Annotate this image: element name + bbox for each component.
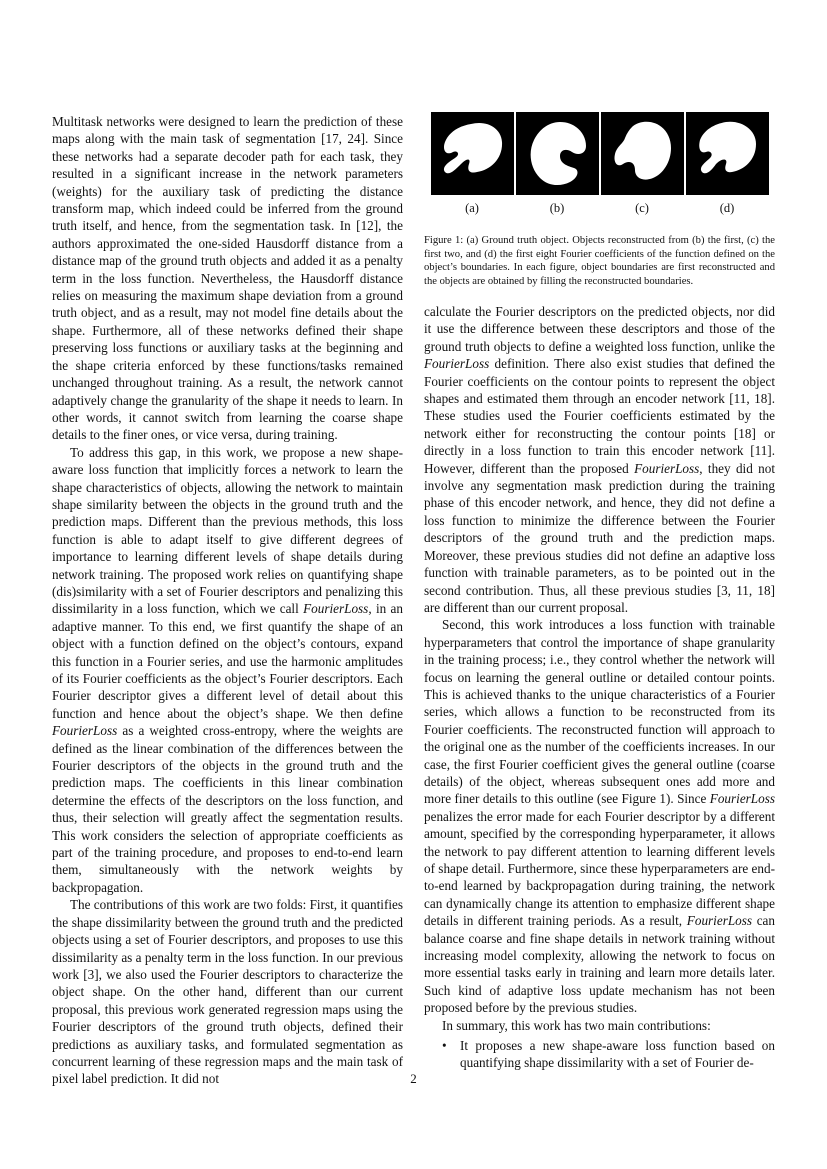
paragraph: In summary, this work has two main contributions: xyxy=(442,1017,711,1033)
text-run: penalizes the error made for each Fourier descriptor by a different amount, specified by the corresponding hyperparameter, it allows the network to pay different attention to learning different levels of shape detail. Furthermore, since these hyperparameters are end-to-end learned by backpropagation during training, the network can dynamically change its attention to emphasize different shape details in different training periods. As a result, xyxy=(424,808,775,929)
panel-label-b: (b) xyxy=(549,201,565,215)
figure-panel-c xyxy=(601,112,684,195)
figure-panel-a xyxy=(431,112,514,195)
contribution-list xyxy=(424,1037,775,1072)
text-run: , they did not involve any segmentation mask prediction during the training phase of this encoder network, and hence, they did not define a loss function to minimize the difference between the Fourier descriptors of the ground truth and the prediction maps. Moreover, these previous studies did not define an adaptive loss function with trainable parameters, as to be pointed out in the second contribution. Thus, all these previous studies [3, 11, 18] are different than our current proposal. xyxy=(424,460,775,615)
term-fourierloss: FourierLoss xyxy=(52,723,118,739)
reconstructed-object-shape xyxy=(601,112,684,195)
text-run: To address this gap, in this work, we propose a new shape-aware loss function that implicitly forces a network to learn the shape characteristics of objects, allowing the network to maintain shape similarity between the objects in the ground truth and the prediction maps. Different than the previous methods, this loss function is able to adapt itself to give different degrees of importance to learning different levels of shape details during network training. The proposed work relies on quantifying shape (dis)similarity with a set of Fourier descriptors and penalizing this dissimilarity in a loss function, which we call xyxy=(52,444,403,617)
ground-truth-object-shape xyxy=(431,112,514,195)
paragraph: The contributions of this work are two folds: First, it quantifies the shape dissimilarity between the ground truth and the predicted objects using a set of Fourier descriptors, and proposes to use this dissimilarity as a penalty term in the loss function. In our previous work [3], we also used the Fourier descriptors to characterize the object shape. On the other hand, different than our current proposal, this previous work generated regression maps using the Fourier descriptors of the ground truth objects, defined their predictions as auxiliary tasks, and formulated segmentation as concurrent learning of these regression maps and the main task of pixel label prediction. It did not xyxy=(52,897,403,1087)
paragraph xyxy=(52,444,403,897)
reconstructed-object-shape xyxy=(686,112,769,195)
figure-caption: Figure 1: (a) Ground truth object. Objects reconstructed from (b) the first, (c) the first two, and (d) the first eight Fourier coefficients of the function defined on the object’s boundaries. In each figure, object boundaries are first reconstructed and the objects are obtained by filling the reconstructed boundaries. xyxy=(424,235,775,287)
figure-panels xyxy=(424,112,775,195)
text-run: can balance coarse and fine shape details in network training without increasing model complexity, allowing the network to focus on more essential tasks early in training and learn more details later. Such kind of adaptive loss update mechanism has not been proposed before by the previous studies. xyxy=(424,913,775,1016)
paragraph xyxy=(424,616,775,1016)
panel-label-c: (c) xyxy=(635,201,649,215)
reconstructed-object-shape xyxy=(516,112,599,195)
term-fourierloss: FourierLoss xyxy=(634,460,700,476)
term-fourierloss: FourierLoss xyxy=(303,601,369,617)
figure-panel-b xyxy=(516,112,599,195)
paragraph: Multitask networks were designed to learn the prediction of these maps along with the main task of segmentation [17, 24]. Since these networks had a separate decoder path for each task, they resulted in a significant increase in the network parameters (weights) for the auxiliary task of predicting the distance transform map, which indeed could be inferred from the ground truth itself, and hence, from the segmentation task. In [12], the authors approximated the one-sided Hausdorff distance from a distance map of the ground truth objects and added it as a penalty term in the loss function. Nevertheless, the Hausdorff distance relies on measuring the maximum shape deviation from a ground truth object, and as a result, may not model fine details about the shape. Furthermore, all of these networks defined their shape preserving loss functions or auxiliary tasks at the beginning and the shape criteria enforced by these functions/tasks remained unchanged throughout training. As a result, the network cannot adaptively change the granularity of the shape it needs to learn. In other words, it cannot switch from learning the coarse shape details to the finer ones, or vice versa, during training. xyxy=(52,114,403,443)
term-fourierloss: FourierLoss xyxy=(424,356,490,372)
text-run: calculate the Fourier descriptors on the predicted objects, nor did it use the difference between these descriptors and those of the ground truth objects to define a weighted loss function, unlike the xyxy=(424,304,775,354)
paragraph xyxy=(424,303,775,616)
panel-label-d: (d) xyxy=(719,201,735,215)
text-run: as a weighted cross-entropy, where the weights are defined as the linear combination of the differences between the Fourier descriptors of the objects in the ground truth and the prediction maps. The coefficients in this linear combination determine the effects of the descriptors on the loss function, and thus, their selection will greatly affect the segmentation results. This work considers the selection of appropriate coefficients as part of the training procedure, and proposes to end-to-end learn them, simultaneously with the network weights by backpropagation. xyxy=(52,723,403,895)
term-fourierloss: FourierLoss xyxy=(709,791,775,807)
figure-panel-labels xyxy=(424,201,775,216)
left-column xyxy=(52,113,403,1088)
figure-panel-d xyxy=(686,112,769,195)
text-run: , in an adaptive manner. To this end, we first quantify the shape of an object with a function defined on the object’s contours, expand this function in a Fourier series, and use the harmonic amplitudes of its Fourier coefficients as the object’s Fourier descriptors. Each Fourier descriptor gives a different level of detail about this function and hence about the object’s shape. We then define xyxy=(52,601,403,721)
text-run: definition. There also exist studies that defined the Fourier coefficients on the contour points to represent the object shapes and estimated them through an encoder network [11, 18]. These studies used the Fourier coefficients estimated by the network either for reconstructing the contour points [18] or directly in a loss function to train this encoder network [11]. However, different than the proposed xyxy=(424,356,775,476)
text-run: Second, this work introduces a loss function with trainable hyperparameters that control the importance of shape granularity in the training process; i.e., they control whether the network will focus on learning the general outline or detailed contour points. This is achieved thanks to the unique characteristics of a Fourier series, which allows a function to be reconstructed from its Fourier coefficients. The reconstructed function will approach to the original one as the number of the coefficients increases. In our case, the first Fourier coefficient gives the general outline (coarse details) of the object, whereas subsequent ones add more and more finer details to this outline (see Figure 1). Since xyxy=(424,617,775,807)
list-item: • It proposes a new shape-aware loss function based on quantifying shape dissimilarity with a set of Fourier de- xyxy=(442,1037,775,1072)
term-fourierloss: FourierLoss xyxy=(686,913,753,929)
panel-label-a: (a) xyxy=(465,201,479,215)
page-number: 2 xyxy=(410,1071,417,1086)
right-column xyxy=(424,303,775,1072)
figure-1 xyxy=(424,112,775,216)
